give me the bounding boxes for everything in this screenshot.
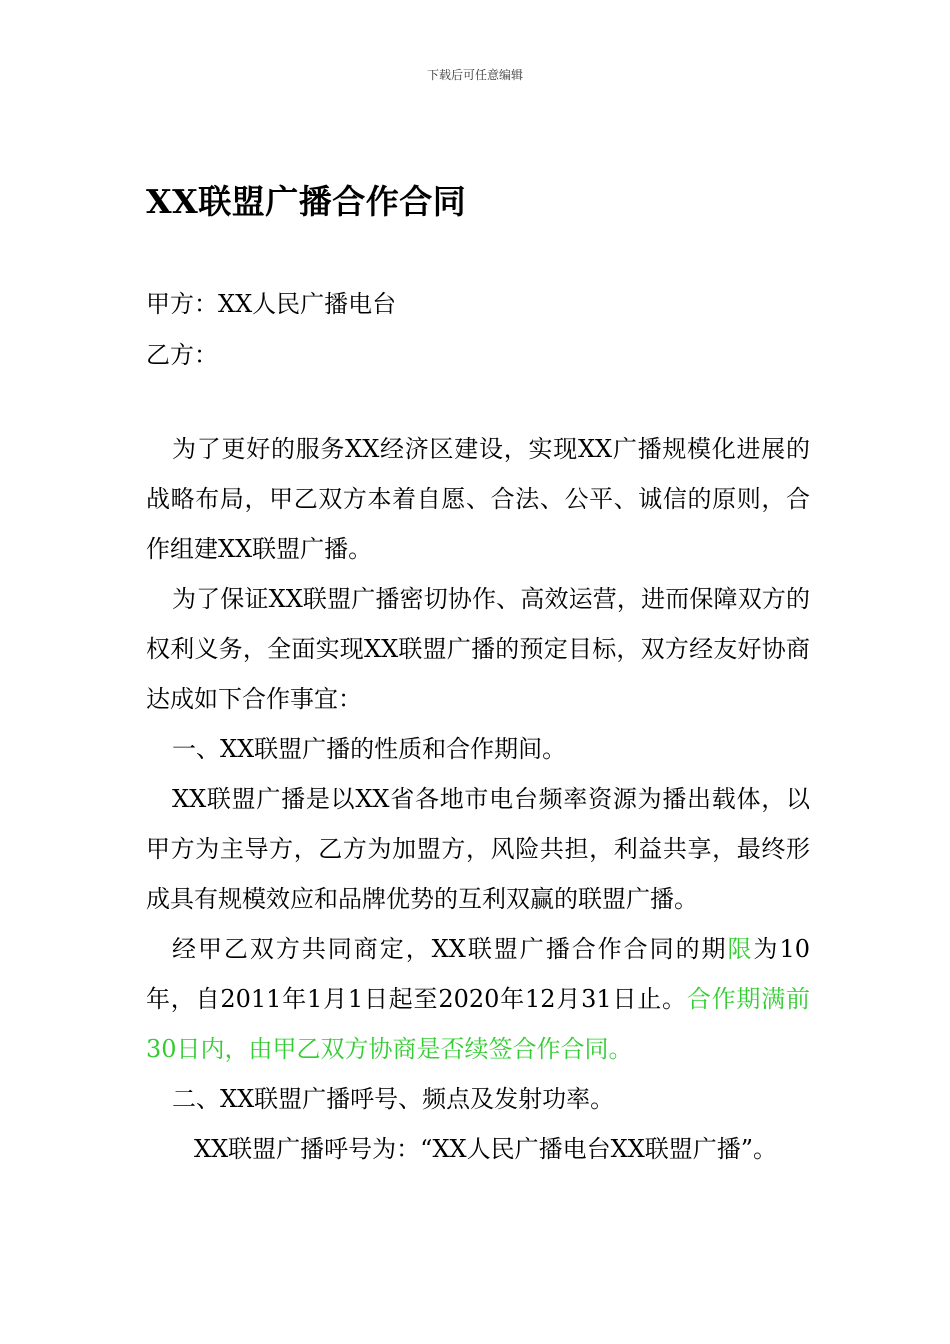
term-highlight-1: 限	[727, 935, 754, 963]
contract-body	[146, 424, 810, 1174]
party-a-line: 甲方：XX人民广播电台	[146, 290, 397, 318]
term-highlight-2: 合作期满前30日内，由甲乙双方协商是否续签合作合同。	[146, 985, 810, 1063]
document-title: XX联盟广播合作合同	[146, 182, 467, 221]
term-text-1: 经甲乙双方共同商定，XX联盟广播合作合同的期	[172, 935, 728, 963]
paragraph-callsign: XX联盟广播呼号为：“XX人民广播电台XX联盟广播”。	[194, 1135, 778, 1163]
paragraph-purpose: 为了更好的服务XX经济区建设，实现XX广播规模化进展的战略布局，甲乙双方本着自愿、合法、公平、诚信的原则，合作组建XX联盟广播。	[146, 435, 810, 563]
party-b-line: 乙方：	[146, 341, 218, 369]
paragraph-term	[146, 924, 810, 1074]
term-text-2: 为10年，自2011年1月1日起至2020年12月31日止。	[146, 935, 810, 1013]
paragraph-agreement: 为了保证XX联盟广播密切协作、高效运营，进而保障双方的权利义务，全面实现XX联盟广播的预定目标，双方经友好协商达成如下合作事宜：	[146, 585, 810, 713]
header-note: 下载后可任意编辑	[426, 68, 523, 82]
paragraph-nature: XX联盟广播是以XX省各地市电台频率资源为播出载体，以甲方为主导方，乙方为加盟方，风险共担，利益共享，最终形成具有规模效应和品牌优势的互利双赢的联盟广播。	[146, 785, 810, 913]
section-heading-2: 二、XX联盟广播呼号、频点及发射功率。	[172, 1085, 615, 1113]
section-heading-1: 一、XX联盟广播的性质和合作期间。	[172, 735, 567, 763]
